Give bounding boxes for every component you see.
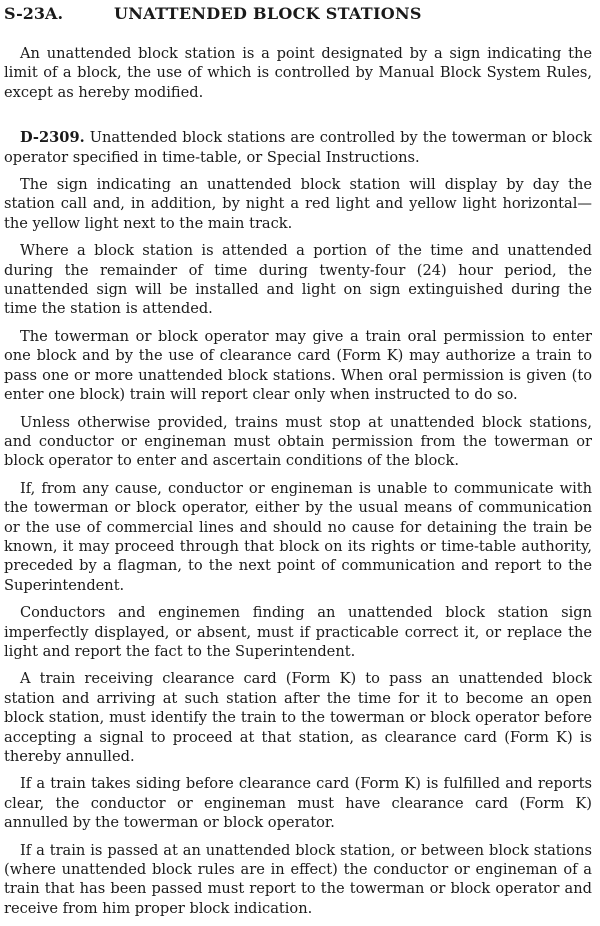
paragraph: Where a block station is attended a portion of the time and unattended during the remainder of time during twenty-four (24) hour period, the unattended sign will be installed and light on sign extinguished during the time the station is attended. [4, 242, 592, 318]
paragraph: If a train is passed at an unattended block station, or between block stations (where unattended block rules are in effect) the conductor or engineman of a train that has been passed must report to the towerman or block operator and receive from him proper block indication. [4, 841, 592, 917]
rule-label: D-2309. [20, 129, 85, 147]
page-title: UNATTENDED BLOCK STATIONS [114, 4, 422, 23]
paragraph: Unless otherwise provided, trains must stop at unattended block stations, and conductor or engineman must obtain permission from the towerman or block operator to enter and ascertain conditions of the block. [4, 413, 592, 470]
paragraph: If, from any cause, conductor or engineman is unable to communicate with the towerman or block operator, either by the usual means of communication or the use of commercial lines and should no cause for detaining the train be known, it may proceed through that block on its rights or time-table authority, preceded by a flagman, to the next point of communication and report to the Superintendent. [4, 479, 592, 594]
intro-paragraph: An unattended block station is a point designated by a sign indicating the limit of a block, the use of which is controlled by Manual Block System Rules, except as hereby modified. [4, 45, 592, 101]
paragraph: A train receiving clearance card (Form K) to pass an unattended block station and arriving at such station after the time for it to become an open block station, must identify the train to the towerman or block operator before accepting a signal to proceed at that station, as clearance card (Form K) is thereby annulled. [4, 670, 592, 765]
page-header [4, 4, 592, 30]
rule-number: S-23A. [4, 4, 64, 23]
paragraph: Conductors and enginemen finding an unattended block station sign imperfectly displayed, or absent, must if practicable correct it, or replace the light and report the fact to the Superintendent. [4, 604, 592, 660]
document-page [4, 4, 592, 926]
rule-text: Unattended block stations are controlled by the towerman or block operator specified in time-table, or Special Instructions. [4, 129, 592, 166]
paragraph: The sign indicating an unattended block station will display by day the station call and, in addition, by night a red light and yellow light horizontal—the yellow light next to the main track. [4, 176, 592, 232]
paragraph: If a train takes siding before clearance card (Form K) is fulfilled and reports clear, the conductor or engineman must have clearance card (Form K) annulled by the towerman or block operator. [4, 775, 592, 832]
rule-paragraph [4, 128, 592, 167]
paragraph: The towerman or block operator may give a train oral permission to enter one block and by the use of clearance card (Form K) may authorize a train to pass one or more unattended block stations. When oral permission is given (to enter one block) train will report clear only when instructed to do so. [4, 327, 592, 404]
